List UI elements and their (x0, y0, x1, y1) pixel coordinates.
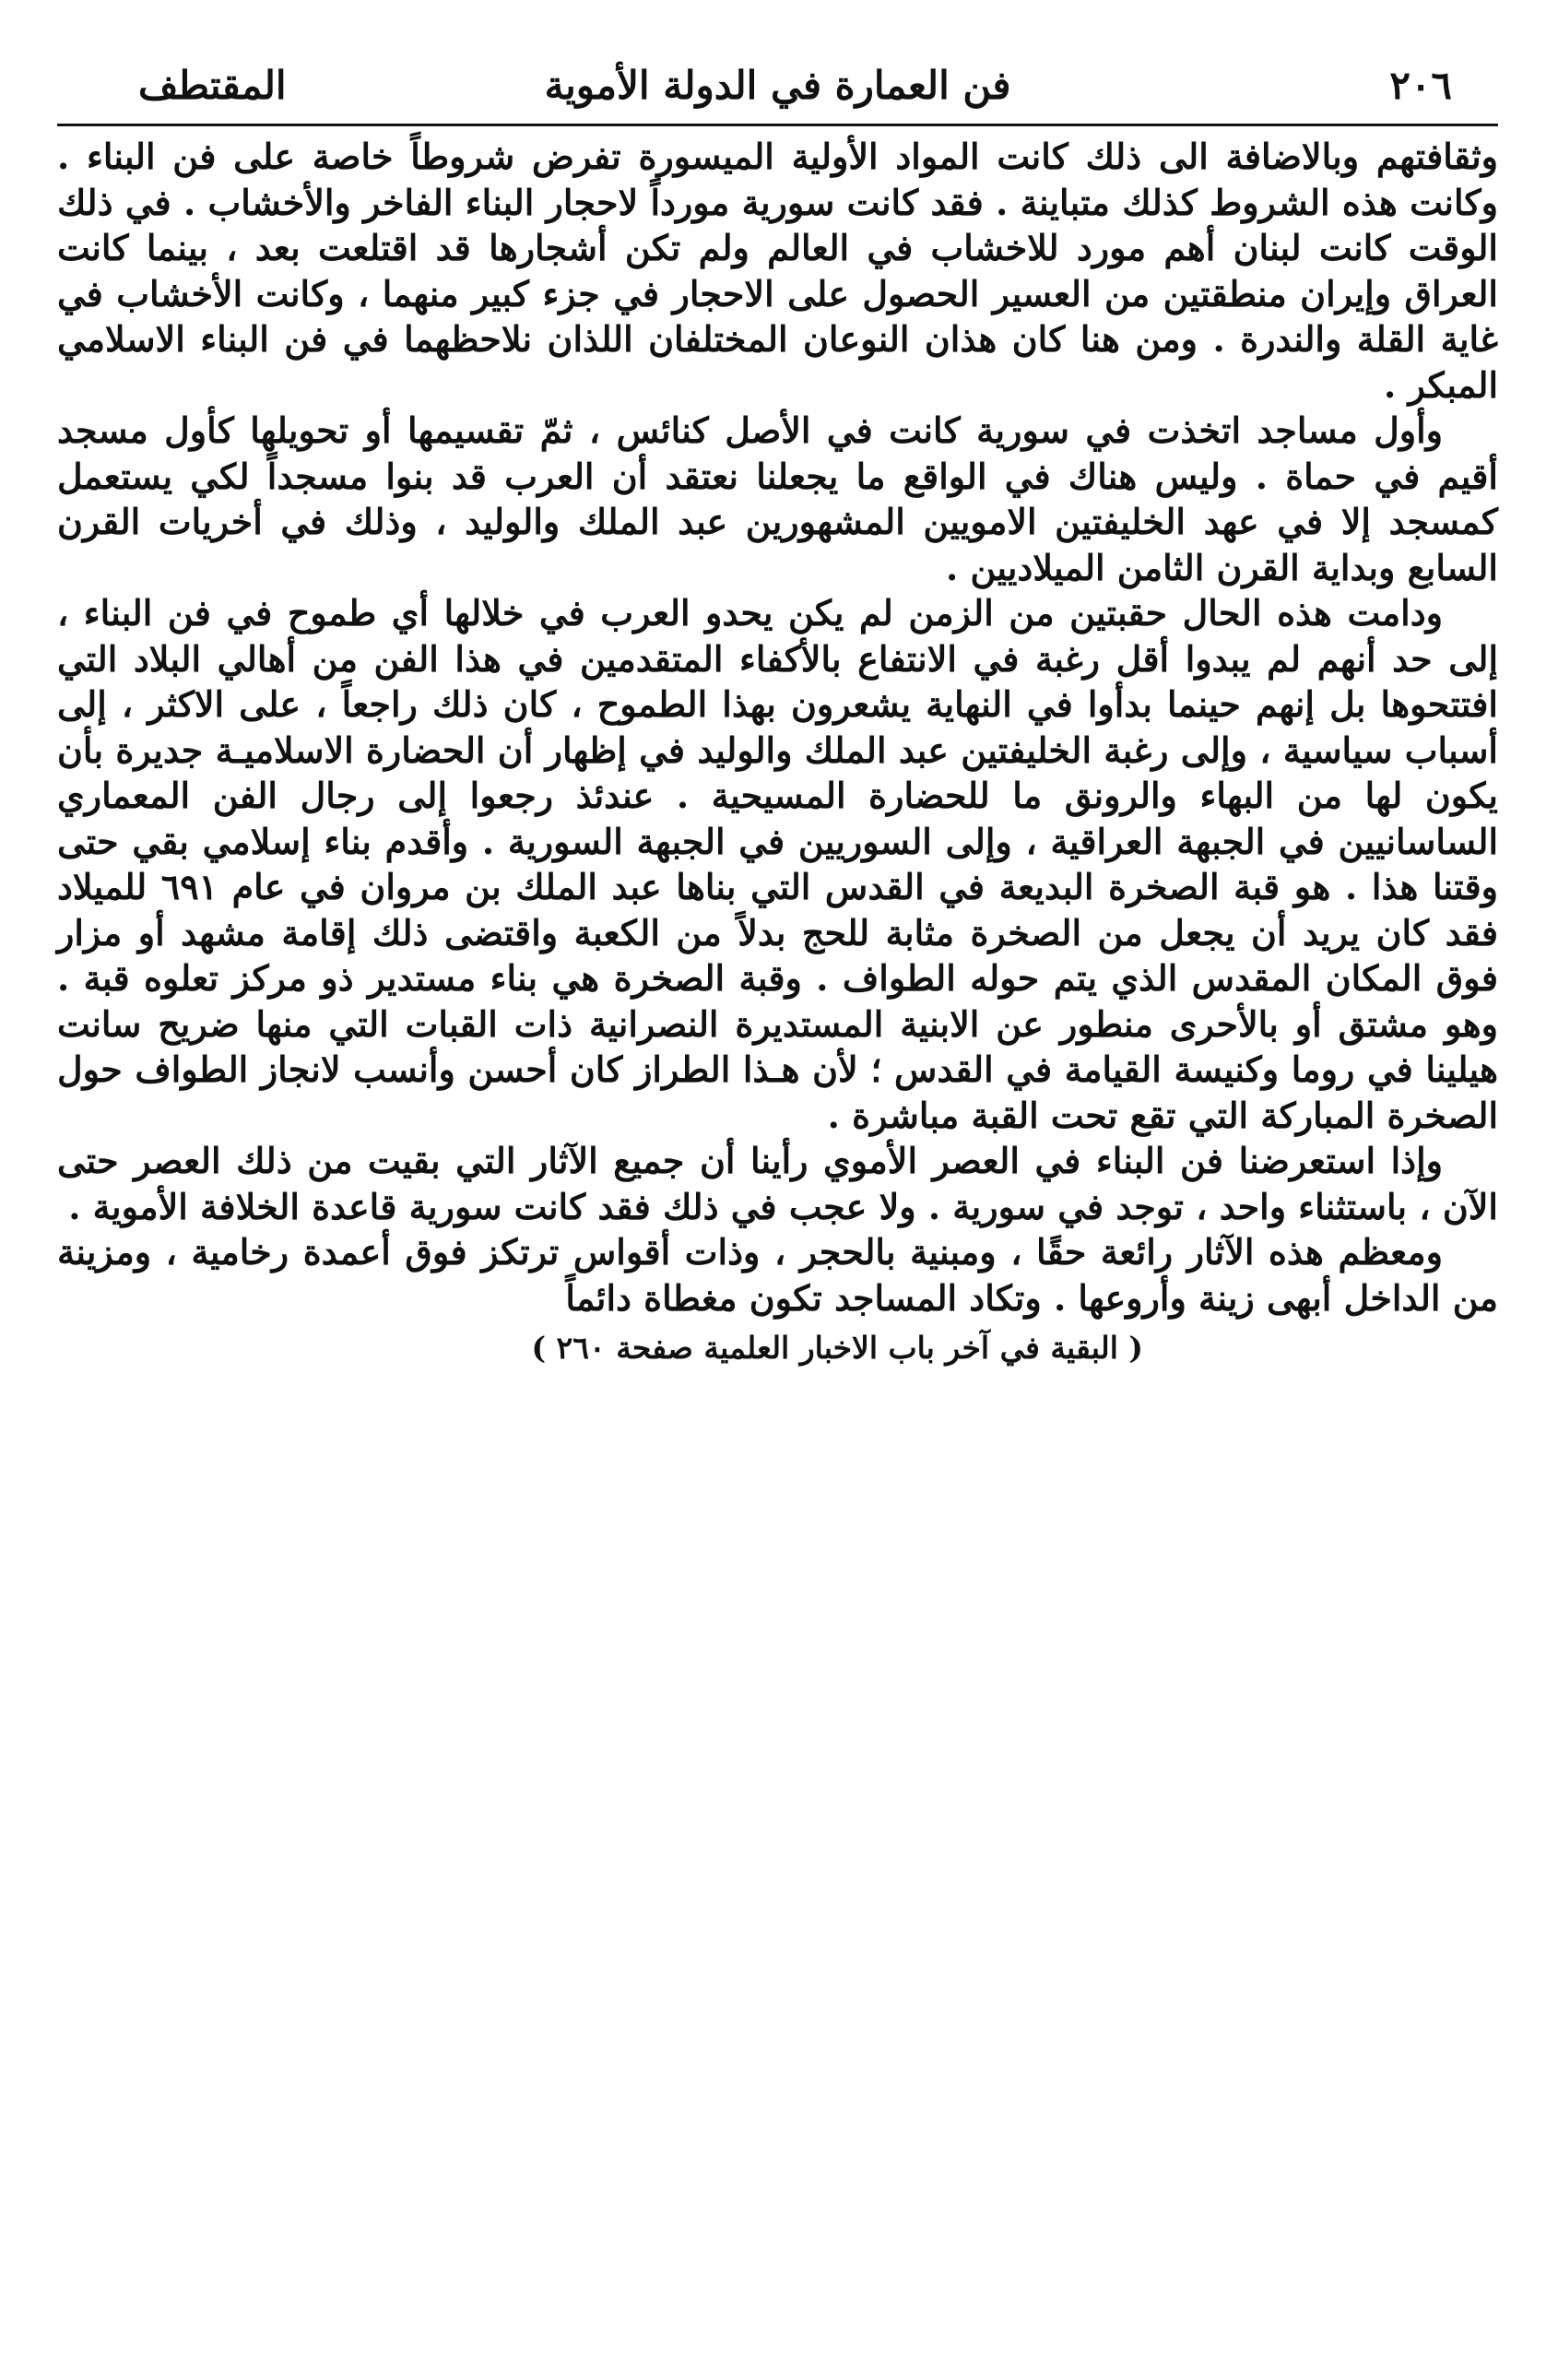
article-body (57, 134, 1498, 1320)
journal-name: المقتطف (138, 63, 287, 108)
running-title: فن العمارة في الدولة الأموية (544, 63, 1011, 108)
paragraph: وثقافتهم وبالاضافة الى ذلك كانت المواد الأولية الميسورة تفرض شروطاً خاصة على فن البناء . وكانت هذه الشروط كذلك متباينة . فقد كانت سورية مورداً لاحجار البناء الفاخر والأخشاب . في ذلك الوقت كانت لبنان أهم مورد للاخشاب في العالم ولم تكن أشجارها قد اقتلعت بعد ، بينما كانت العراق وإيران منطقتين من العسير الحصول على الاحجار في جزء كبير منهما ، وكانت الأخشاب في غاية القلة والندرة . ومن هنا كان هذان النوعان المختلفان اللذان نلاحظهما في فن البناء الاسلامي المبكر . (57, 136, 1498, 406)
header-rule (57, 124, 1498, 126)
paragraph: وإذا استعرضنا فن البناء في العصر الأموي رأينا أن جميع الآثار التي بقيت من ذلك العصر حتى الآن ، باستثناء واحد ، توجد في سورية . ولا عجب في ذلك فقد كانت سورية قاعدة الخلافة الأموية . (57, 1140, 1498, 1227)
paragraph: ودامت هذه الحال حقبتين من الزمن لم يكن يحدو العرب في خلالها أي طموح في فن البناء ، إلى حد أنهم لم يبدوا أقل رغبة في الانتفاع بالأكفاء المتقدمين في هذا الفن من أهالي البلاد التي افتتحوها بل إنهم حينما بدأوا في النهاية يشعرون بهذا الطموح ، كان ذلك راجعاً ، على الاكثر ، إلى أسباب سياسية ، وإلى رغبة الخليفتين عبد الملك والوليد في إظهار أن الحضارة الاسلاميـة جديرة بأن يكون لها من البهاء والرونق ما للحضارة المسيحية . عندئذ رجعوا إلى رجال الفن المعماري الساسانيين في الجبهة العراقية ، وإلى السوريين في الجبهة السورية . وأقدم بناء إسلامي بقي حتى وقتنا هذا . هو قبة الصخرة البديعة في القدس التي بناها عبد الملك بن مروان في عام ٦٩١ للميلاد فقد كان يريد أن يجعل من الصخرة مثابة للحج بدلاً من الكعبة واقتضى ذلك إقامة مشهد أو مزار فوق المكان المقدس الذي يتم حوله الطواف . وقبة الصخرة هي بناء مستدير ذو مركز تعلوه قبة . وهو مشتق أو بالأحرى منطور عن الابنية المستديرة النصرانية ذات القبات التي منها ضريح سانت هيلينا في روما وكنيسة القيامة في القدس ؛ لأن هـذا الطراز كان أحسن وأنسب لانجاز الطواف حول الصخرة المباركة التي تقع تحت القبة مباشرة . (57, 592, 1499, 1136)
page-header (57, 53, 1498, 118)
page-number: ٢٠٦ (1389, 63, 1452, 108)
continuation-note: ( البقية في آخر باب الاخبار العلمية صفحة ٢٦٠ ) (531, 1330, 1143, 1366)
paragraph: ومعظم هذه الآثار رائعة حقًا ، ومبنية بالحجر ، وذات أقواس ترتكز فوق أعمدة رخامية ، ومزينة من الداخل أبهى زينة وأروعها . وتكاد المساجد تكون مغطاة دائماً (57, 1231, 1498, 1319)
paragraph: وأول مساجد اتخذت في سورية كانت في الأصل كنائس ، ثمّ تقسيمها أو تحويلها كأول مسجد أقيم في حماة . وليس هناك في الواقع ما يجعلنا نعتقد أن العرب قد بنوا مسجداً لكي يستعمل كمسجد إلا في عهد الخليفتين الامويين المشهورين عبد الملك والوليد ، وذلك في أخريات القرن السابع وبداية القرن الثامن الميلاديين . (57, 409, 1498, 588)
